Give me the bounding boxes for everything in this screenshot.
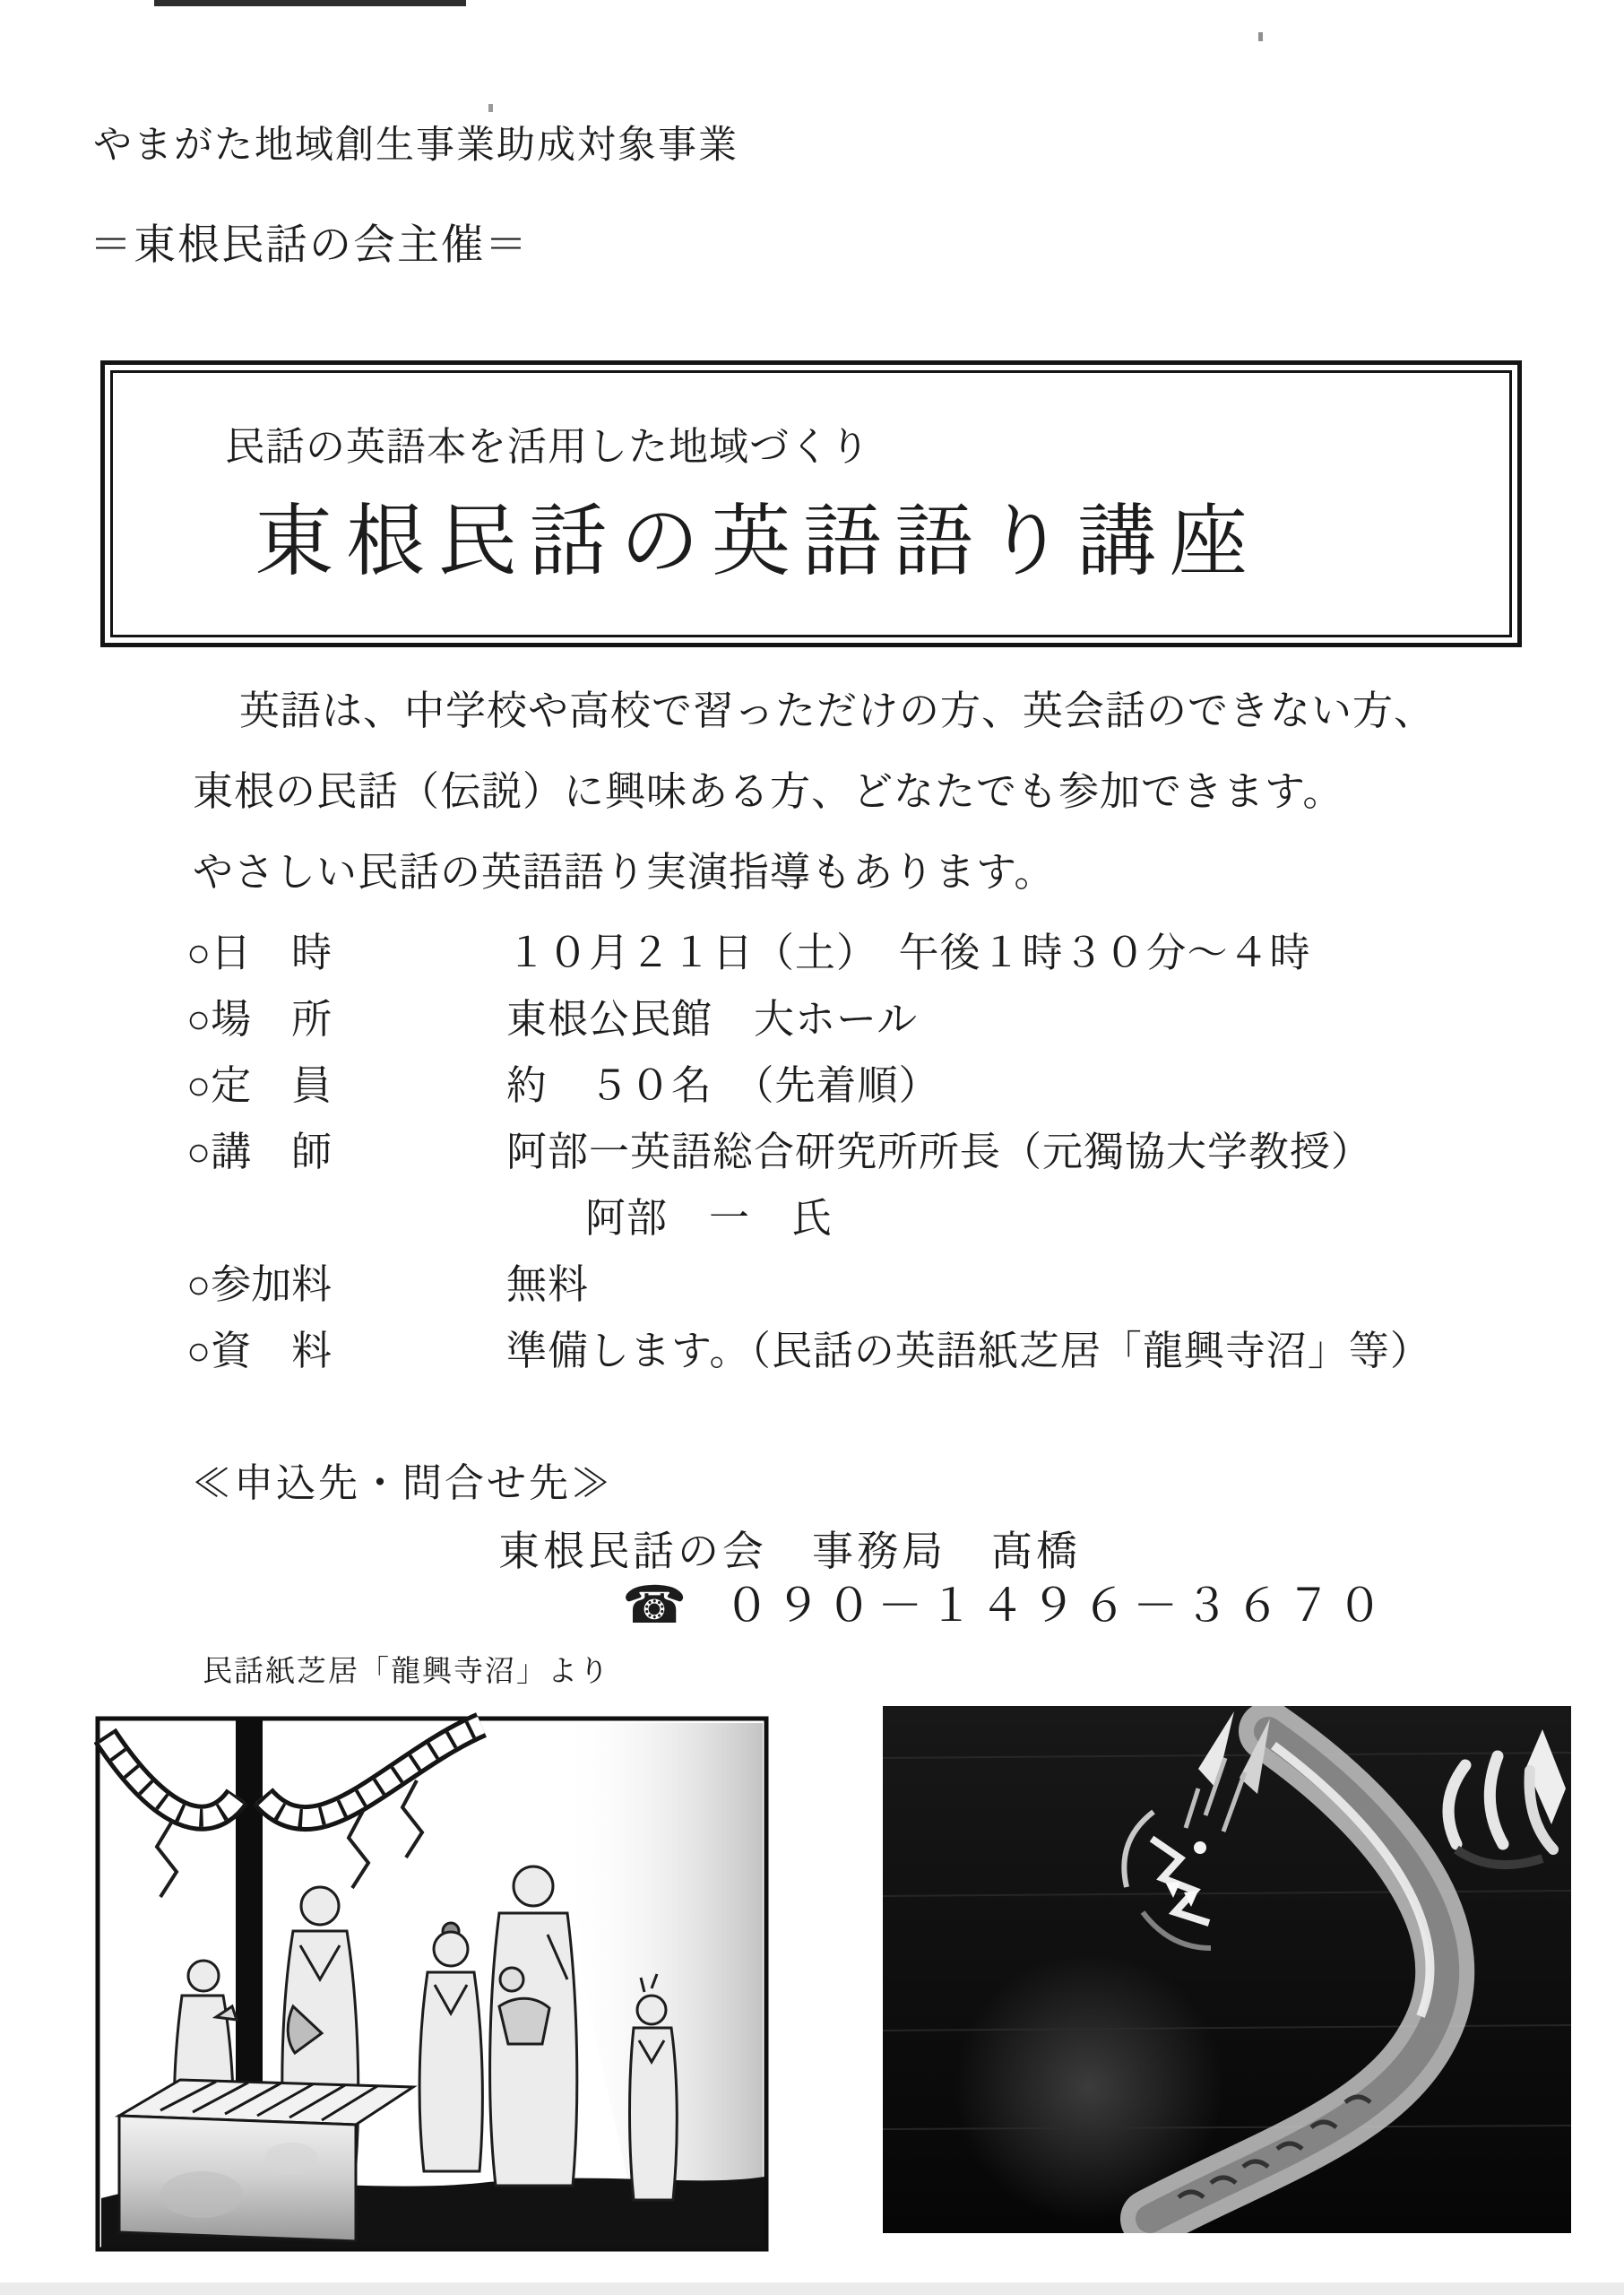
kamishibai-villagers-illustration [94, 1710, 771, 2256]
dragon-illustration [883, 1706, 1571, 2233]
detail-row-lecturer [186, 1119, 1549, 1185]
contact-office-line: 東根民話の会 事務局 髙橋 [498, 1528, 1081, 1574]
title-box-inner-border [110, 370, 1512, 637]
detail-row-materials [186, 1318, 1549, 1384]
intro-paragraph [193, 671, 1555, 913]
dragon-svg [883, 1706, 1571, 2233]
detail-label: ○場 所 [186, 996, 333, 1042]
detail-label: ○資 料 [186, 1328, 333, 1373]
host-organization-line: ＝東根民話の会主催＝ [90, 221, 529, 268]
detail-value: 阿部一英語総合研究所所長（元獨協大学教授） [506, 1129, 1373, 1174]
detail-label [186, 1185, 506, 1251]
title-box [100, 360, 1522, 647]
intro-line: 東根の民話（伝説）に興味ある方、どなたでも参加できます。 [193, 768, 1344, 814]
course-title: 東根民話の英語語り講座 [255, 497, 1261, 585]
kamishibai-villagers-svg [94, 1710, 771, 2256]
scan-artifact [488, 104, 493, 112]
event-details-list [186, 920, 1549, 1384]
detail-value: 準備します。（民話の英語紙芝居「龍興寺沼」等） [506, 1328, 1431, 1373]
scan-artifact [1258, 32, 1263, 41]
course-subtitle: 民話の英語本を活用した地域づくり [225, 425, 870, 469]
contact-phone-row [622, 1576, 1388, 1635]
intro-line: 英語は、中学校や高校で習っただけの方、英会話のできない方、 [239, 688, 1436, 733]
detail-value: 東根公民館 大ホール [506, 996, 919, 1042]
detail-row-capacity [186, 1052, 1549, 1119]
detail-value: 無料 [506, 1261, 590, 1307]
detail-label: ○参加料 [186, 1261, 333, 1307]
detail-label: ○定 員 [186, 1062, 333, 1108]
contact-heading: ≪申込先・問合せ先≫ [192, 1461, 613, 1505]
detail-row-place [186, 986, 1549, 1052]
detail-value: １０月２１日（土） 午後１時３０分～４時 [506, 930, 1311, 975]
detail-row-lecturer-name [186, 1185, 1549, 1251]
detail-value: 阿部 一 氏 [585, 1195, 834, 1241]
intro-line: やさしい民話の英語語り実演指導もあります。 [193, 849, 1056, 895]
illustration-caption: 民話紙芝居「龍興寺沼」より [203, 1654, 610, 1687]
detail-row-datetime [186, 920, 1549, 986]
phone-number: ０９０－１４９６－３６７０ [724, 1581, 1389, 1631]
detail-label: ○講 師 [186, 1129, 333, 1174]
scan-artifact [154, 0, 466, 6]
detail-label: ○日 時 [186, 930, 333, 975]
grant-program-line: やまがた地域創生事業助成対象事業 [93, 124, 739, 167]
phone-icon: ☎ [622, 1576, 687, 1634]
detail-row-fee [186, 1251, 1549, 1318]
scan-artifact [0, 2282, 1624, 2295]
detail-value: 約 ５０名 （先着順） [506, 1062, 940, 1108]
